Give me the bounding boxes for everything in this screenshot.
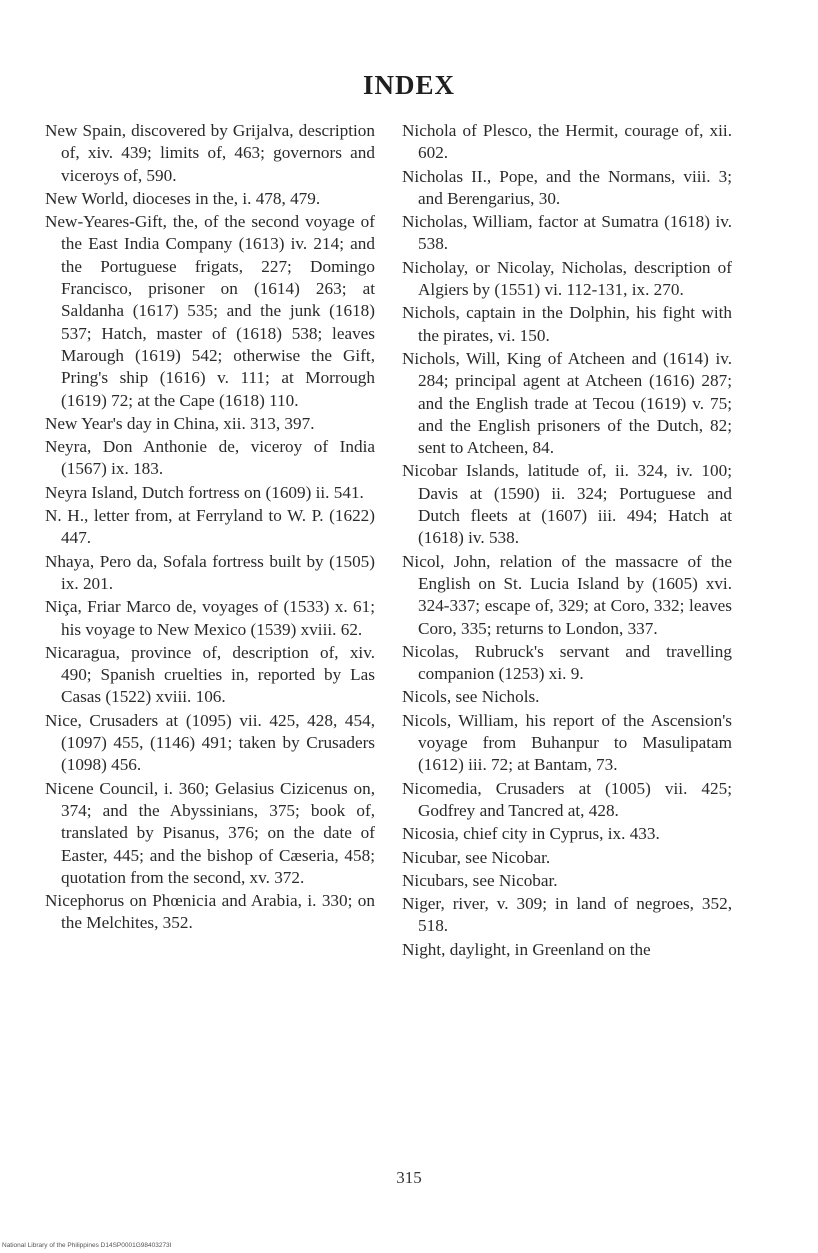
index-entry: Nicubar, see Nicobar.	[402, 847, 551, 867]
index-entry: Nicobar Islands, latitude of, ii. 324, iv. 100; Davis at (1590) ii. 324; Portuguese and Dutch fleets at (1607) iii. 494; Hatch at (1618) iv. 538.	[402, 461, 732, 548]
index-entry: Nicholas, William, factor at Sumatra (1618) iv. 538.	[402, 212, 732, 254]
index-entry: Niça, Friar Marco de, voyages of (1533) x. 61; his voyage to New Mexico (1539) xviii. 62.	[45, 597, 375, 639]
index-entry: Nicols, William, his report of the Ascension's voyage from Buhanpur to Masulipatam (1612) iii. 72; at Bantam, 73.	[402, 710, 732, 775]
index-entry: New-Yeares-Gift, the, of the second voyage of the East India Company (1613) iv. 214; and the Portuguese frigats, 227; Domingo Francisco, prisoner on (1614) 263; at Saldanha (1617) 535; and the junk (1618) 537; Hatch, master of (1618) 538; leaves Marough (1619) 542; otherwise the Gift, Pring's ship (1616) v. 111; at Morrough (1619) 72; at the Cape (1618) 110.	[45, 212, 375, 410]
index-entry: Nicholay, or Nicolay, Nicholas, description of Algiers by (1551) vi. 112-131, ix. 270.	[402, 257, 732, 300]
index-entry: Niger, river, v. 309; in land of negroes, 352, 518.	[402, 894, 732, 936]
index-entry: Nicol, John, relation of the massacre of the English on St. Lucia Island by (1605) xvi. 324-337; escape of, 329; at Coro, 332; leaves Coro, 335; returns to London, 337.	[402, 551, 732, 638]
footer-note: National Library of the Philippines D14SP0001G98403273I	[2, 1242, 172, 1249]
index-entry: New Spain, discovered by Grijalva, description of, xiv. 439; limits of, 463; governors and viceroys of, 590.	[45, 121, 375, 185]
index-column-right	[402, 120, 732, 962]
index-entry: Nhaya, Pero da, Sofala fortress built by (1505) ix. 201.	[45, 551, 375, 593]
page-number: 315	[396, 1168, 422, 1187]
index-column-left	[45, 120, 375, 936]
index-entry: New World, dioceses in the, i. 478, 479.	[45, 188, 321, 208]
index-entry: Nicholas II., Pope, and the Normans, viii. 3; and Berengarius, 30.	[402, 166, 732, 208]
index-entry: Nicubars, see Nicobar.	[402, 870, 558, 890]
index-entry: Nicols, see Nichols.	[402, 687, 540, 707]
index-entry: N. H., letter from, at Ferryland to W. P. (1622) 447.	[45, 506, 375, 548]
index-entry: Neyra Island, Dutch fortress on (1609) ii. 541.	[45, 482, 364, 502]
index-entry: Nicomedia, Crusaders at (1005) vii. 425; Godfrey and Tancred at, 428.	[402, 778, 732, 820]
index-entry: Nicosia, chief city in Cyprus, ix. 433.	[402, 824, 660, 844]
index-entry: Nicene Council, i. 360; Gelasius Cizicenus on, 374; and the Abyssinians, 375; book of, translated by Pisanus, 376; on the date of Easter, 445; and the bishop of Cæseria, 458; quotation from the second, xv. 372.	[45, 778, 375, 887]
index-entry: Nicaragua, province of, description of, xiv. 490; Spanish cruelties in, reported by Las Casas (1522) xviii. 106.	[45, 642, 375, 707]
index-entry: Nicolas, Rubruck's servant and travelling companion (1253) xi. 9.	[402, 641, 732, 684]
index-entry: Nice, Crusaders at (1095) vii. 425, 428, 454, (1097) 455, (1146) 491; taken by Crusaders (1098) 456.	[45, 710, 375, 775]
page-title: INDEX	[362, 70, 455, 100]
index-entry: Night, daylight, in Greenland on the	[402, 939, 651, 959]
index-entry: Nichols, captain in the Dolphin, his fight with the pirates, vi. 150.	[402, 303, 732, 345]
index-entry: Nichols, Will, King of Atcheen and (1614) iv. 284; principal agent at Atcheen (1616) 287; and the English trade at Tecou (1619) v. 75; and the English prisoners of the Dutch, 82; sent to Atcheen, 84.	[402, 348, 732, 458]
index-entry: Nichola of Plesco, the Hermit, courage of, xii. 602.	[402, 121, 732, 163]
index-entry: Neyra, Don Anthonie de, viceroy of India (1567) ix. 183.	[45, 437, 375, 479]
index-entry: Nicephorus on Phœnicia and Arabia, i. 330; on the Melchites, 352.	[45, 891, 375, 933]
index-entry: New Year's day in China, xii. 313, 397.	[45, 413, 315, 433]
